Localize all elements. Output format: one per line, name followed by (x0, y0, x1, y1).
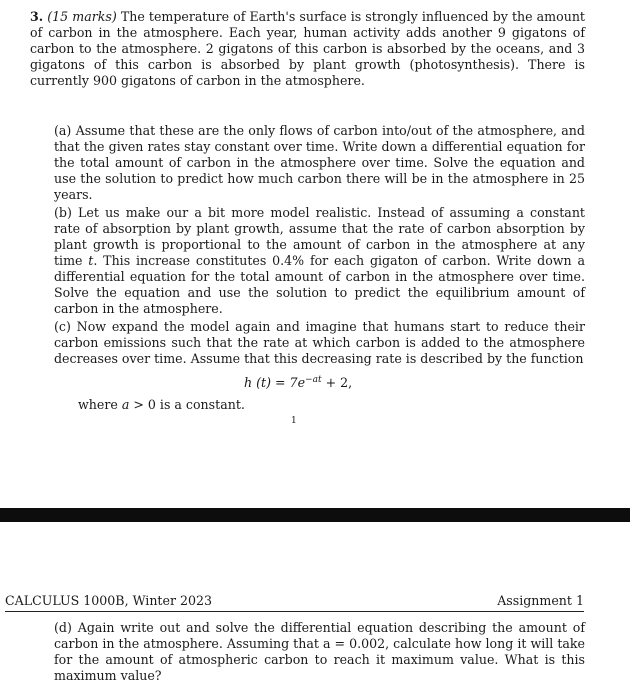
part-a-label: (a) (54, 123, 72, 138)
running-header (5, 592, 584, 612)
part-a-text: Assume that these are the only flows of carbon into/out of the atmosphere, and that the given rates stay constant over time. Write down a differential equation for the total amount of carbon in the atmosphere over time. Solve the equation and use the solution to predict how much carbon there will be in the atmosphere in 25 years. (54, 123, 585, 202)
where-clause (78, 397, 245, 412)
course-title: CALCULUS 1000B, Winter 2023 (5, 593, 213, 608)
part-d-label: (d) (54, 620, 72, 635)
equation-exponent: −at (305, 375, 322, 385)
part-b-var-t: t (88, 253, 94, 268)
part-b-label: (b) (54, 205, 72, 220)
question-3-intro (30, 9, 585, 89)
page-number: 1 (291, 416, 297, 426)
question-marks: (15 marks) (47, 9, 117, 24)
part-a (54, 123, 585, 203)
equation-h-t (244, 375, 352, 390)
where-post: > 0 is a constant. (129, 397, 245, 412)
part-b-text-2: . This increase constitutes 0.4% for each gigaton of carbon. Write down a differential equation for the total amount of carbon in the atmosphere over time. Solve the equation and use the solution to predict the equilibrium amount of carbon in the atmosphere. (54, 253, 585, 316)
equation-lhs: h (t) = 7e (244, 375, 306, 391)
part-c-label: (c) (54, 319, 71, 334)
question-number: 3. (30, 9, 44, 24)
page-divider (0, 508, 630, 522)
question-intro-text: The temperature of Earth's surface is strongly influenced by the amount of carbon in the atmosphere. Each year, human activity adds another 9 gigatons of carbon to the atmosphere. 2 gigatons of this carbon is absorbed by the oceans, and 3 gigatons of this carbon is absorbed by plant growth (photosynthesis). There is currently 900 gigatons of carbon in the atmosphere. (30, 9, 585, 88)
where-pre: where (78, 397, 122, 412)
part-c-text: Now expand the model again and imagine that humans start to reduce their carbon emissions such that the rate at which carbon is added to the atmosphere decreases over time. Assume that this decreasing rate is described by the function (54, 319, 585, 366)
where-var: a (121, 397, 130, 412)
part-b (54, 205, 585, 317)
part-d (54, 620, 585, 684)
equation-rhs: + 2, (321, 375, 353, 391)
part-b-text-1: Let us make our a bit more model realistic. Instead of assuming a constant rate of absorption by plant growth, assume that the rate of carbon absorption by plant growth is proportional to the amount of carbon in the atmosphere at any time (54, 205, 585, 268)
part-c (54, 319, 585, 367)
part-d-text: Again write out and solve the differential equation describing the amount of carbon in the atmosphere. Assuming that a = 0.002, calculate how long it will take for the amount of atmospheric carbon to reach it maximum value. What is this maximum value? (54, 620, 585, 683)
assignment-title: Assignment 1 (497, 593, 584, 608)
